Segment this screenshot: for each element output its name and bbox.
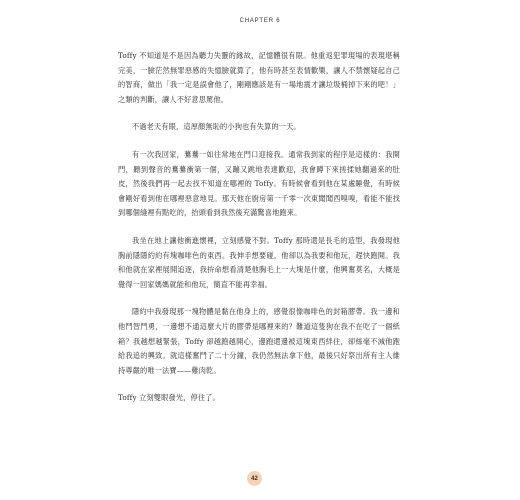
paragraph-3: 有一次我回家，驀驀一如往常地在門口迎接我。通常我到家的程序是這樣的：我開門，聽到聲音的驀驀衝第一個，又蹦又跳地表達歡迎，我會蹲下來搓揉她翻過來的肚皮，然後我們再一起去找不知道在哪裡的 Toffy。有時候會看到他在某處睡覺，有時候會剛好看到他在哪裡惡意地見。那天他在廚房第一千零一次東聞聞西嗅嗅，看能不能找到哪個縫裡有點吃的，抬頭看到我然後充滿驚喜地跑來。 [118,149,400,218]
paragraph-1: Toffy 不知道是不是因為聽力失靈的緣故，記憶體很有限。他重返犯罪現場的表現堪稱完美，一臉茫然無罪惡感的失憶臉就算了，他有時甚至表情歡樂，讓人不禁懷疑起自己的智商，做出「我一定是誤會他了，剛剛應該是有一場地震才讓垃圾桶掉下來的吧！」之類的判斷，讓人不好意思罵他。 [118,51,400,104]
paragraph-4: 我坐在地上讓他衝進懷裡，立刻感覺不對。Toffy 那時還是長毛的造型，我發現他胸前隱隱約約有塊咖啡色的東西。我伸手想要碰，他卻以為我要和他玩，趕快跑開。我和他就在家裡展開追逐，我拚命想看清楚他胸毛上一大塊是什麼，他興奮莫名，大概是覺得一回家媽媽就能和他玩，簡直不能再幸福。 [118,235,400,289]
page-body [118,49,400,419]
paragraph-5: 隱約中我發現那一塊物體是黏在他身上的，感覺很像咖啡色的封箱膠帶。我一邊和他鬥智鬥勇，一邊想不通這麼大片的膠帶是哪裡來的？難道這隻狗在我不在吃了一個紙箱？我越想越緊張，Toffy 卻越跑越開心，邊跑還邊被這塊東西絆住，卻絲毫不減他跑給我追的興致。就這樣奮鬥了二十分鐘，我仍然無法拿下他，最後只好祭出所有主人維持尊嚴的唯一法寶——雞肉乾。 [118,307,400,375]
paragraph-6: Toffy 立刻雙眼發光，停住了。 [118,393,220,403]
paragraph-2: 不過老天有眼，這厚顏無恥的小狗也有失算的一天。 [132,122,301,132]
chapter-heading: CHAPTER 6 [239,18,281,24]
page-number: 42 [251,475,258,482]
page-number-badge [247,471,262,486]
